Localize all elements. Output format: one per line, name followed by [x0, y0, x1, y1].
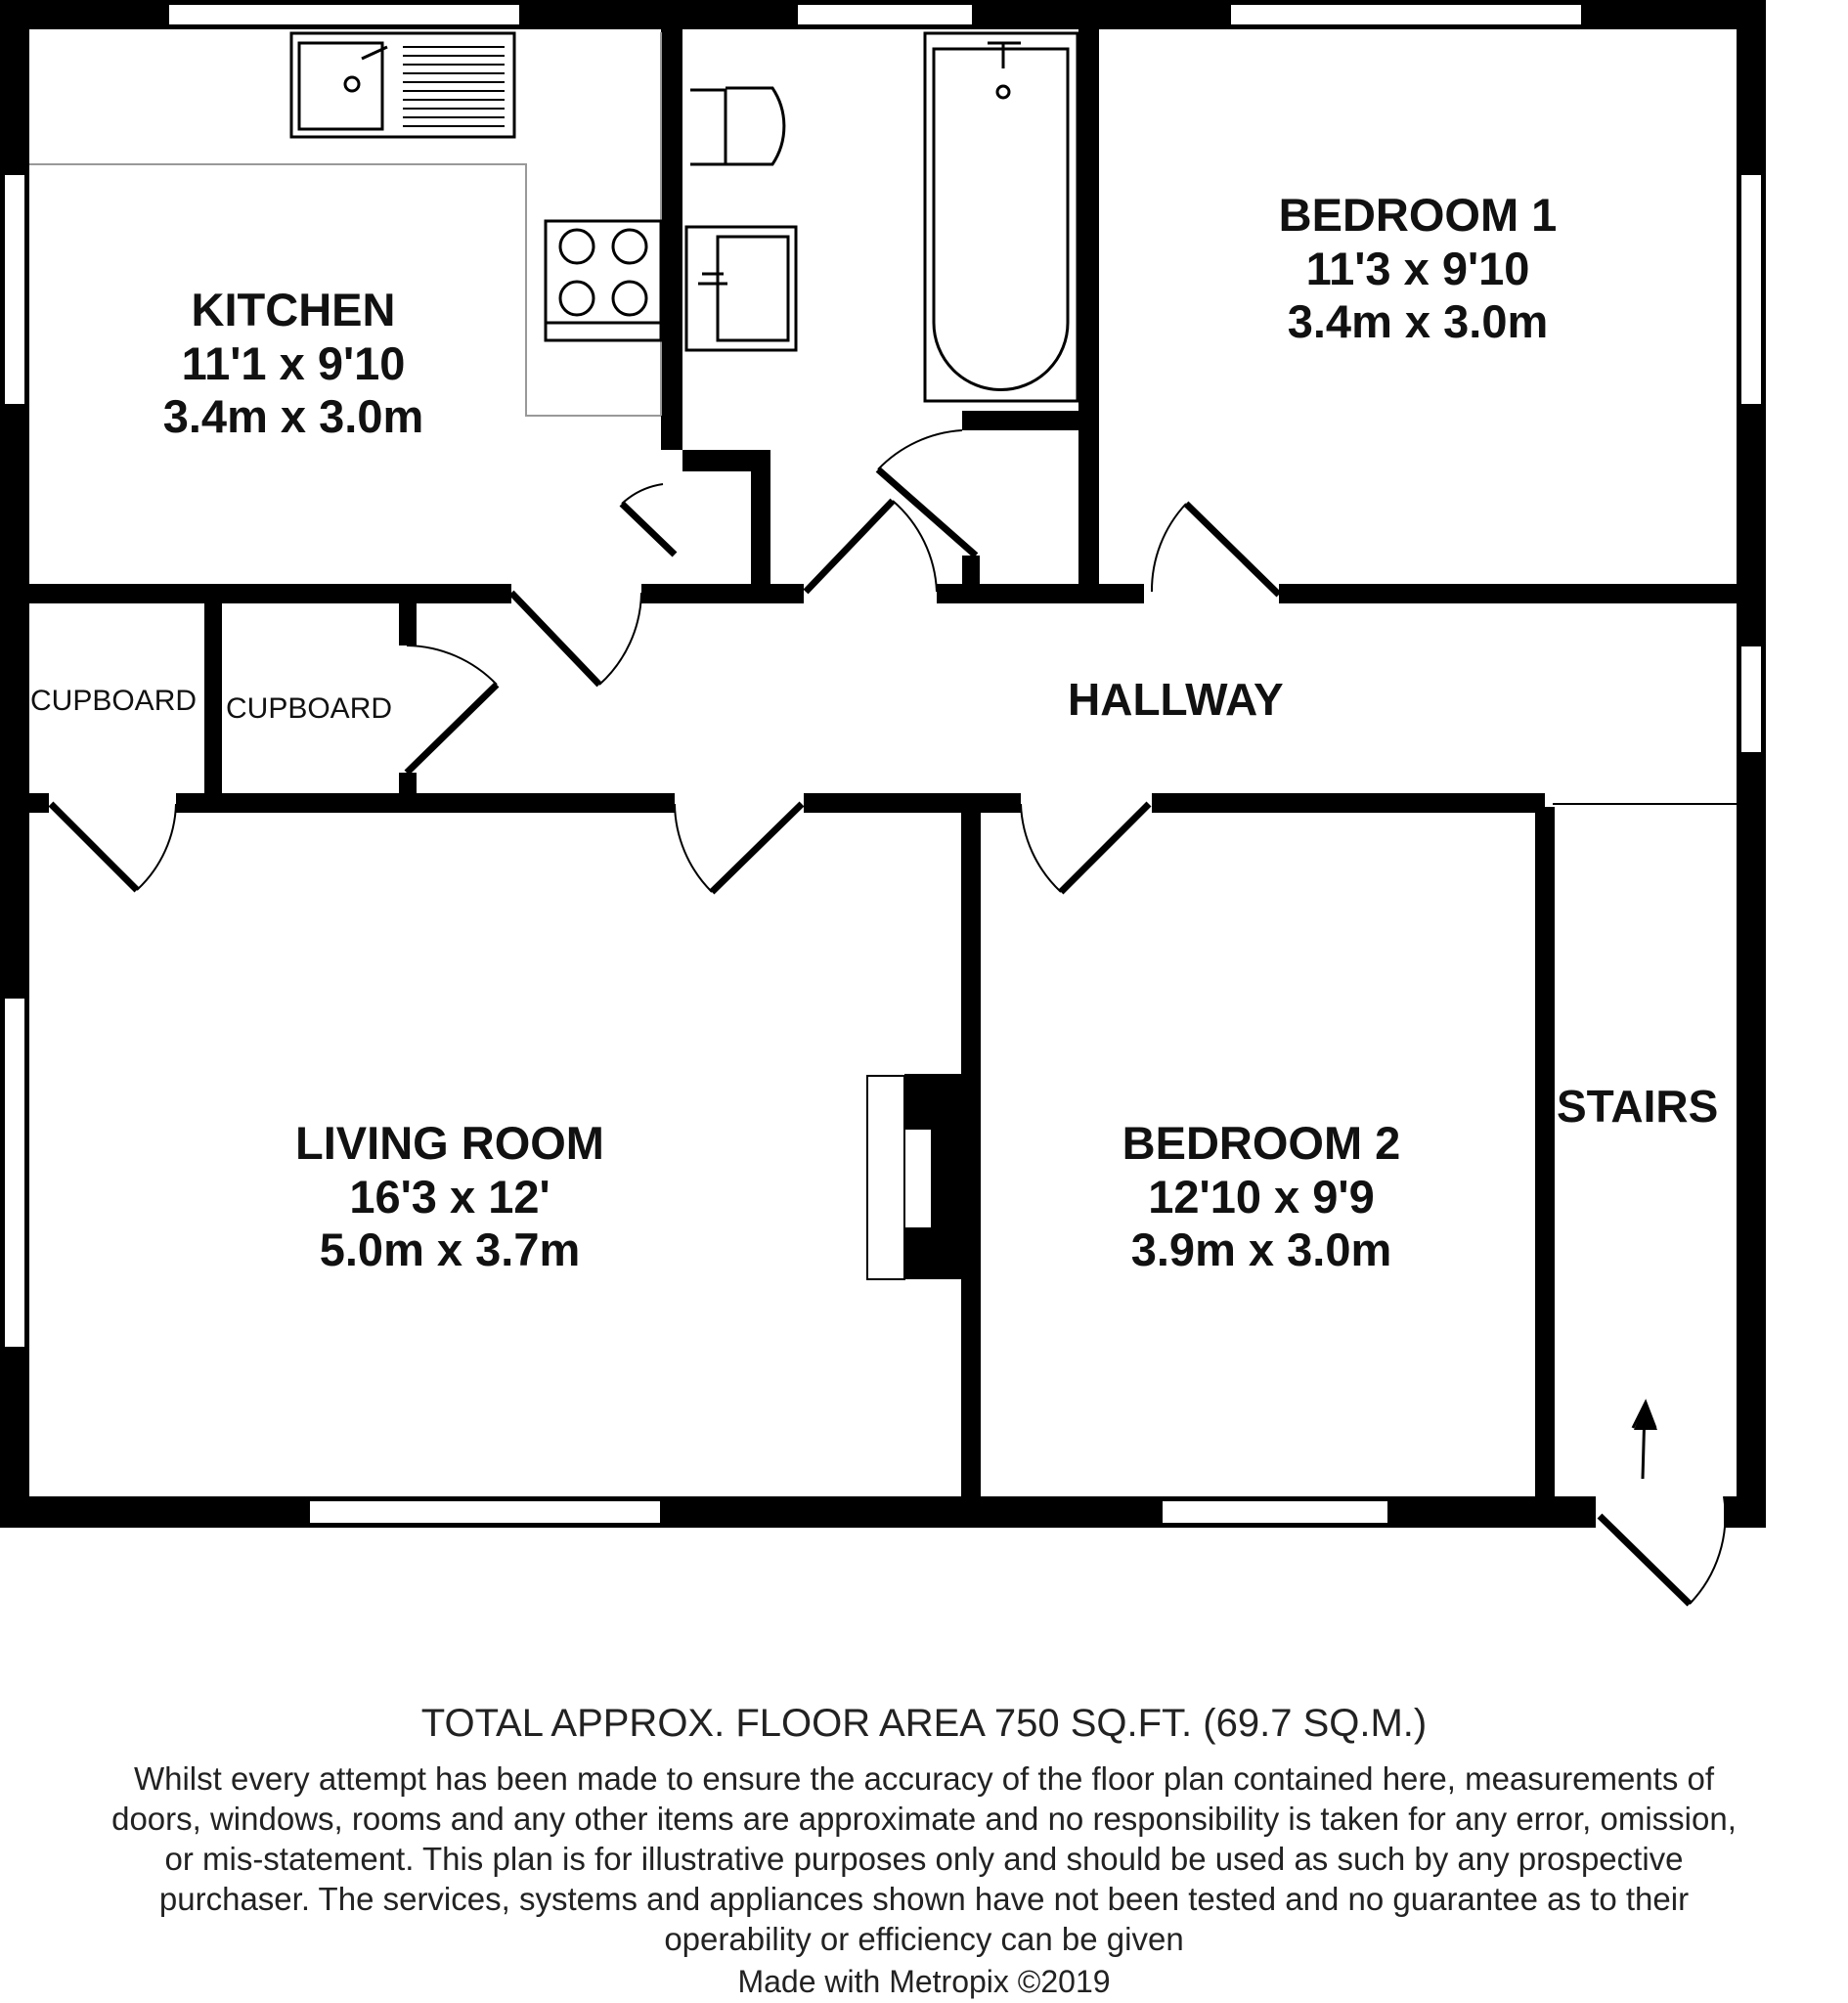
hob-ring-3: [560, 282, 594, 315]
door-front-arc: [1690, 1496, 1725, 1604]
hallway-label: HALLWAY: [1068, 674, 1284, 725]
wall-cupboard-divider: [204, 592, 222, 797]
bedroom2-name: BEDROOM 2: [1122, 1117, 1401, 1169]
door-cupboard-right: [407, 685, 497, 773]
door-kitchen-cupboard-arc: [622, 484, 663, 504]
wall-living-bed2: [961, 807, 981, 1501]
wall-hall-top-2: [641, 584, 804, 603]
living-room-metric: 5.0m x 3.7m: [319, 1224, 581, 1276]
door-bathroom: [806, 501, 893, 592]
bath-tap: [988, 43, 1021, 68]
bath-inner: [934, 49, 1068, 390]
bedroom1-name: BEDROOM 1: [1278, 189, 1558, 241]
cupboard-right-label: CUPBOARD: [226, 692, 393, 725]
wall-hall-top-1: [29, 584, 511, 603]
living-room-name: LIVING ROOM: [295, 1117, 604, 1169]
window-bed1-top: [1230, 4, 1582, 25]
bathroom-basin: [686, 227, 796, 350]
wall-bath-bed1: [1078, 20, 1099, 592]
wall-hall-top-3: [937, 584, 1144, 603]
door-cupboard-left-arc: [137, 804, 176, 890]
door-bedroom2-arc: [1021, 804, 1061, 892]
bedroom1-label: [1232, 189, 1604, 349]
door-living-room: [712, 804, 802, 892]
kitchen-name: KITCHEN: [191, 284, 396, 335]
wall-hall-bottom-2: [176, 793, 675, 813]
bath: [925, 33, 1078, 401]
bathroom-basin-bowl: [718, 237, 788, 340]
bedroom2-label: [1076, 1117, 1447, 1277]
bedroom2-metric: 3.9m x 3.0m: [1130, 1224, 1392, 1276]
door-bath-cupboard: [878, 469, 976, 556]
credit-text: Made with Metropix ©2019: [737, 1964, 1111, 1999]
kitchen-sink-drain: [345, 77, 359, 91]
kitchen-drainer: [403, 47, 505, 126]
kitchen-label: [117, 284, 469, 444]
window-bath-top: [797, 4, 973, 25]
hob-ring-1: [560, 230, 594, 263]
window-living-bottom: [309, 1500, 661, 1524]
bedroom1-metric: 3.4m x 3.0m: [1287, 295, 1549, 348]
total-floor-area: TOTAL APPROX. FLOOR AREA 750 SQ.FT. (69.7 SQ.M.): [420, 1702, 1428, 1745]
hob-ring-2: [613, 230, 646, 263]
window-hall-right: [1740, 645, 1762, 753]
wall-bed2-stairs: [1535, 807, 1555, 1501]
wall-cupboard-jamb-top: [399, 599, 417, 645]
wall-bath-bottom-right: [962, 411, 1079, 430]
hob-ring-4: [613, 282, 646, 315]
bath-drain: [997, 86, 1009, 98]
door-bedroom1: [1186, 504, 1279, 595]
window-kitchen-left: [4, 174, 25, 405]
stairs-label: STAIRS: [1557, 1081, 1719, 1132]
door-cupboard-right-arc: [407, 645, 497, 685]
living-room-label: [244, 1117, 655, 1277]
wall-hall-top-4: [1279, 584, 1738, 603]
wall-bath-notch: [751, 450, 770, 592]
disclaimer-text: Whilst every attempt has been made to ensure the accuracy of the floor plan contained here, measurements of doors, windows, rooms and any other items are approximate and no responsibility is taken for any error, omission, or mis-statement. This plan is for illustrative purposes only and should be used as such by any prospective purchaser. The services, systems and appliances shown have not been tested and no guarantee as to their operability or efficiency can be given: [111, 1760, 1737, 1957]
wall-hall-bottom-1: [29, 793, 49, 813]
door-bath-cupboard-arc2: [878, 430, 962, 469]
kitchen-metric: 3.4m x 3.0m: [162, 390, 424, 443]
kitchen-imperial: 11'1 x 9'10: [181, 336, 406, 389]
bedroom2-imperial: 12'10 x 9'9: [1148, 1170, 1375, 1223]
living-room-imperial: 16'3 x 12': [349, 1170, 550, 1223]
door-bedroom1-arc: [1152, 504, 1186, 592]
door-front: [1600, 1516, 1690, 1604]
door-kitchen-cupboard: [622, 504, 675, 555]
wall-kitchen-bath: [661, 20, 682, 450]
window-living-left: [4, 998, 25, 1348]
door-cupboard-left: [51, 804, 137, 890]
wall-hall-bottom-4: [1152, 793, 1545, 813]
kitchen-sink: [291, 33, 514, 137]
bedroom1-imperial: 11'3 x 9'10: [1305, 242, 1530, 294]
door-bedroom2: [1061, 804, 1149, 892]
door-living-room-arc: [675, 804, 712, 892]
toilet: [690, 88, 784, 164]
fireplace-chimney: [904, 1074, 962, 1279]
wall-hall-bottom-3: [804, 793, 1021, 813]
fireplace-hearth: [867, 1076, 904, 1279]
cupboard-left-label: CUPBOARD: [30, 685, 198, 717]
window-kitchen-top: [168, 4, 520, 25]
bathroom-basin-tap: [698, 274, 727, 284]
window-bed1-right: [1740, 174, 1762, 405]
wall-bottom-right: [1724, 1496, 1766, 1528]
doors: [51, 430, 1725, 1604]
door-kitchen-hall: [511, 593, 599, 685]
door-kitchen-hall-arc: [599, 593, 641, 685]
window-bed2-bottom: [1162, 1500, 1388, 1524]
